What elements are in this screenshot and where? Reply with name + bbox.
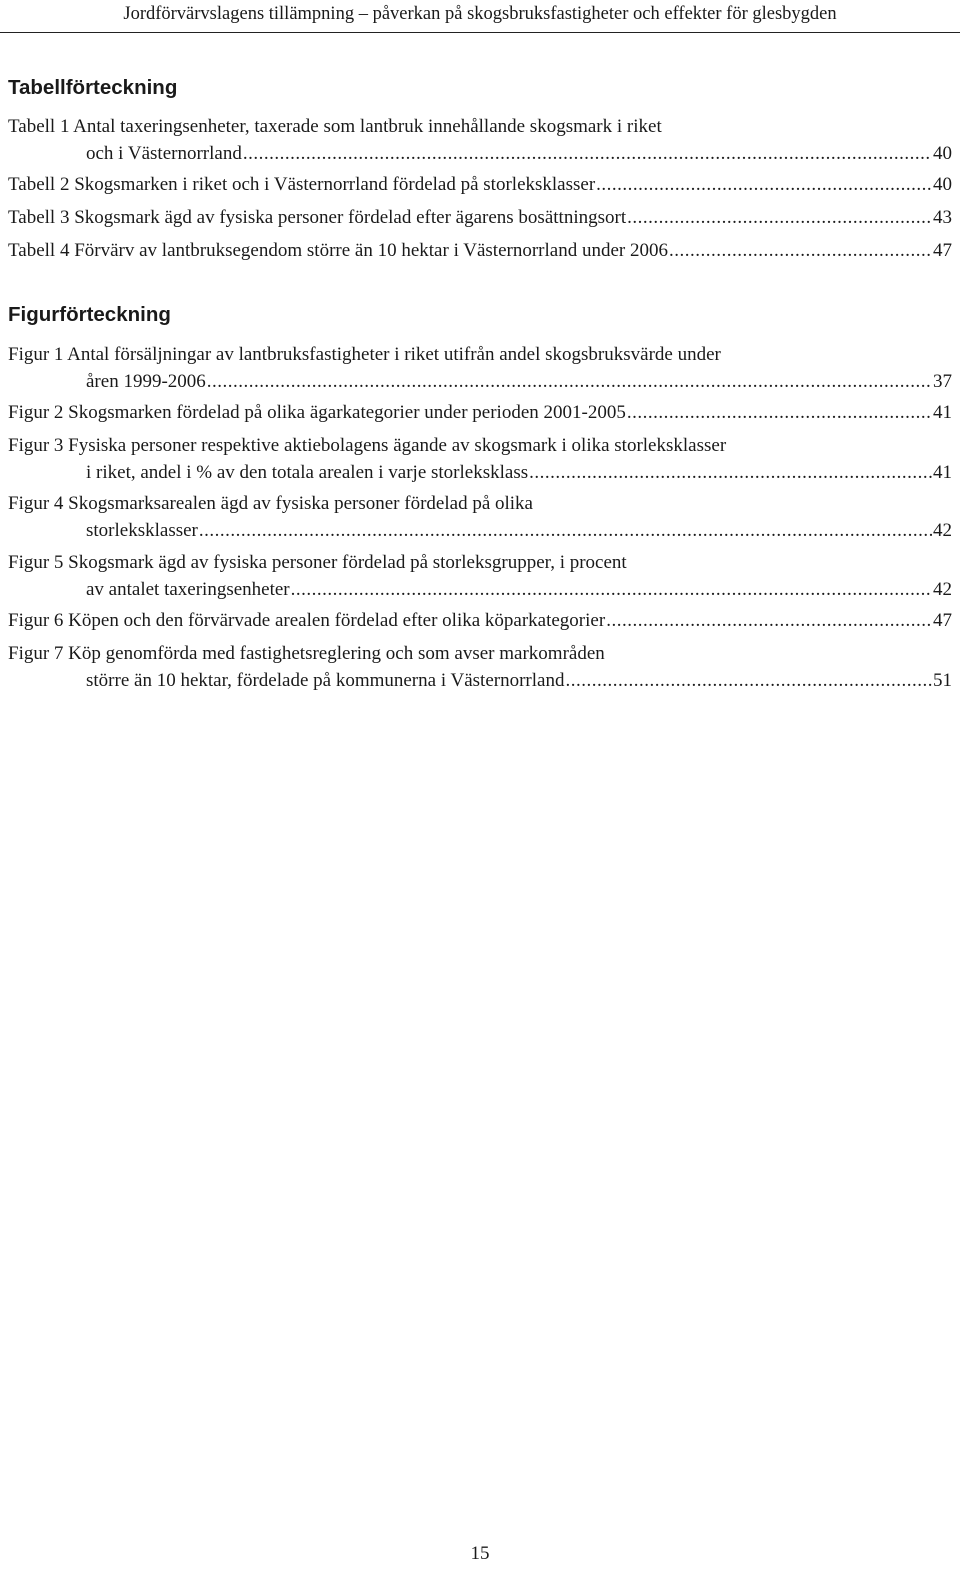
toc-entry-title: Tabell 3 Skogsmark ägd av fysiska personer fördelad efter ägarens bosättningsort [8,207,627,228]
toc-entry-figur-1[interactable] [8,342,952,395]
toc-entry-figur-7[interactable] [8,641,952,694]
toc-entry-title: storleksklasser [86,519,198,541]
toc-entry-title: Figur 5 Skogsmark ägd av fysiska personer fördelad på storleksgrupper, i procent [8,552,627,573]
dot-leader [627,400,932,427]
dot-leader [627,205,932,232]
toc-entry-tabell-3[interactable] [8,205,952,232]
toc-entry-tabell-2[interactable] [8,172,952,199]
dot-leader [606,608,932,635]
toc-entry-title: och i Västernorrland [86,142,242,164]
toc-entry-title: Figur 3 Fysiska personer respektive aktiebolagens ägande av skogsmark i olika storleksklasser [8,435,727,456]
toc-entry-tabell-1[interactable] [8,114,952,167]
toc-entry-line [8,518,952,545]
toc-entry-title: större än 10 hektar, fördelade på kommunerna i Västernorrland [86,669,565,691]
toc-entry-line [8,114,952,141]
toc-entry-title: Figur 7 Köp genomförda med fastighetsreglering och som avser markområden [8,643,605,664]
toc-page-number: 40 [933,142,952,164]
toc-page-number: 47 [933,610,952,631]
toc-page-number: 40 [933,174,952,195]
running-header: Jordförvärvslagens tillämpning – påverkan på skogsbruksfastigheter och effekter för glesbygden [123,4,837,24]
toc-entry-line [8,433,952,460]
toc-entry-line [8,491,952,518]
toc-entry-title: Tabell 2 Skogsmarken i riket och i Västernorrland fördelad på storleksklasser [8,174,596,195]
dot-leader [291,577,932,604]
toc-entry-line [8,342,952,369]
toc-entry-title: åren 1999-2006 [86,370,206,392]
toc-entry-figur-4[interactable] [8,491,952,544]
toc-entry-title: av antalet taxeringsenheter [86,578,290,600]
toc-page-number: 42 [933,578,952,600]
toc-entry-line [8,369,952,396]
dot-leader [669,238,932,265]
toc-entry-title: i riket, andel i % av den totala arealen i varje storleksklass [86,461,529,483]
toc-page-number: 43 [933,207,952,228]
toc-page-number: 51 [933,669,952,691]
toc-entry-line [8,550,952,577]
toc-page-number: 37 [933,370,952,392]
toc-entry-figur-6[interactable] [8,608,952,635]
toc-entry-figur-5[interactable] [8,550,952,603]
toc-entry-tabell-4[interactable] [8,238,952,265]
toc-page-number: 41 [933,461,952,483]
tables-heading: Tabellförteckning [8,76,178,99]
toc-entry-title: Figur 2 Skogsmarken fördelad på olika ägarkategorier under perioden 2001-2005 [8,402,626,423]
toc-page-number: 41 [933,402,952,423]
toc-entry-line [8,460,952,487]
dot-leader [207,369,932,396]
toc-entry-title: Tabell 4 Förvärv av lantbruksegendom större än 10 hektar i Västernorrland under 2006 [8,240,668,261]
toc-entry-line [8,400,952,427]
dot-leader [596,172,932,199]
header-rule [0,32,960,33]
dot-leader [243,141,932,168]
toc-entry-title: Figur 6 Köpen och den förvärvade arealen fördelad efter olika köparkategorier [8,610,606,631]
toc-page-number: 47 [933,240,952,261]
page-number: 15 [470,1543,490,1564]
toc-entry-figur-3[interactable] [8,433,952,486]
figures-heading: Figurförteckning [8,303,171,326]
toc-entry-title: Figur 4 Skogsmarksarealen ägd av fysiska personer fördelad på olika [8,493,533,514]
dot-leader [565,668,932,695]
toc-entry-title: Tabell 1 Antal taxeringsenheter, taxerade som lantbruk innehållande skogsmark i riket [8,116,662,137]
toc-entry-figur-2[interactable] [8,400,952,427]
dot-leader [199,518,932,545]
toc-entry-title: Figur 1 Antal försäljningar av lantbruksfastigheter i riket utifrån andel skogsbruksvärde under [8,344,721,365]
toc-entry-line [8,608,952,635]
toc-entry-line [8,141,952,168]
toc-entry-line [8,238,952,265]
toc-entry-line [8,577,952,604]
toc-page-number: 42 [933,519,952,541]
toc-entry-line [8,205,952,232]
toc-entry-line [8,668,952,695]
toc-entry-line [8,641,952,668]
dot-leader [529,460,932,487]
toc-entry-line [8,172,952,199]
